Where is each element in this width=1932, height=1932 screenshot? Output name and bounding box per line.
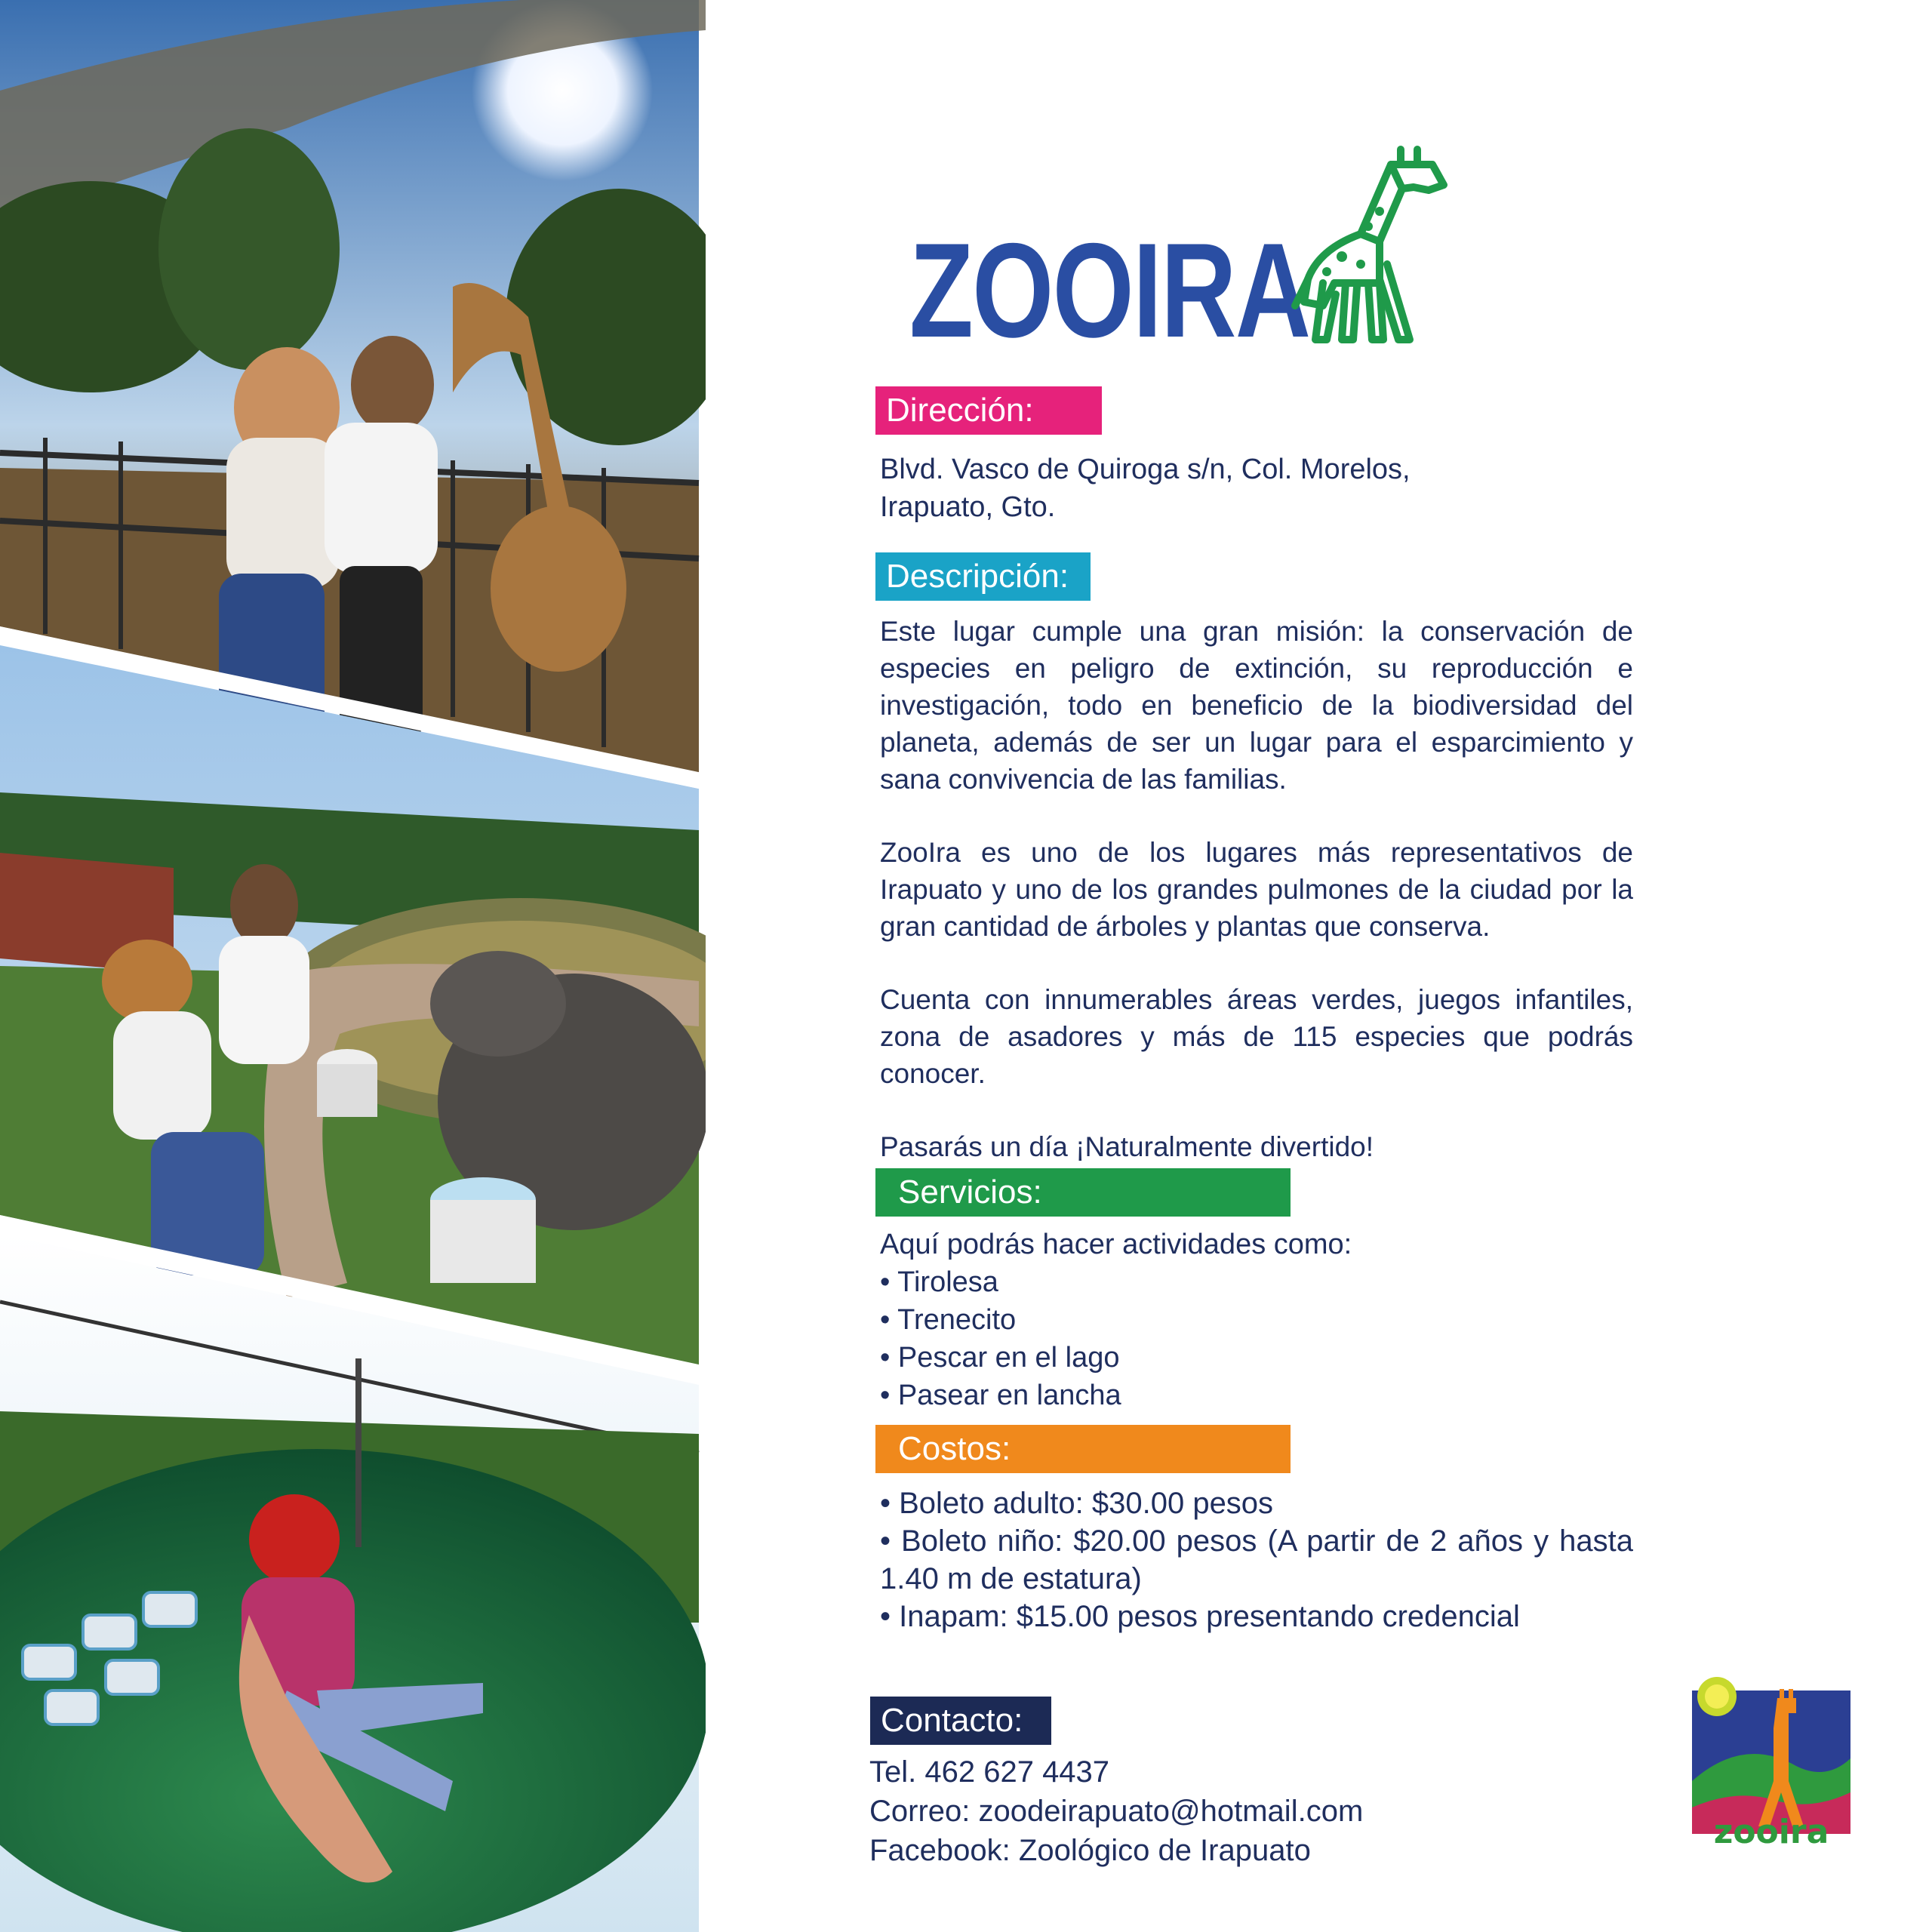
description-paragraph: Este lugar cumple una gran misión: la conservación de especies en peligro de extinción, su reproducción e investigación, todo en beneficio de la biodiversidad del planeta, además de ser un lugar para el esparcimiento y sana convivencia de las familias. bbox=[880, 616, 1633, 795]
address-line: Irapuato, Gto. bbox=[880, 491, 1056, 523]
contact-email: Correo: zoodeirapuato@hotmail.com bbox=[869, 1795, 1364, 1828]
giraffe-icon bbox=[1289, 143, 1455, 347]
list-item: • Inapam: $15.00 pesos presentando credencial bbox=[880, 1600, 1520, 1633]
address-line: Blvd. Vasco de Quiroga s/n, Col. Morelos, bbox=[880, 454, 1411, 485]
section-label-direccion: Dirección: bbox=[875, 386, 1102, 435]
section-label-costos: Costos: bbox=[875, 1425, 1291, 1473]
description-block bbox=[880, 613, 1633, 1165]
section-label-contacto: Contacto: bbox=[870, 1697, 1051, 1745]
title-row bbox=[909, 215, 1589, 365]
section-label-servicios: Servicios: bbox=[875, 1168, 1291, 1217]
contact-block bbox=[869, 1752, 1549, 1870]
photo-column bbox=[0, 0, 706, 1932]
section-label-descripcion: Descripción: bbox=[875, 552, 1091, 601]
list-item: • Boleto adulto: $30.00 pesos bbox=[880, 1487, 1274, 1520]
logo-text: zooira bbox=[1713, 1813, 1829, 1849]
services-intro: Aquí podrás hacer actividades como: bbox=[880, 1229, 1352, 1260]
list-item: • Tirolesa bbox=[880, 1266, 998, 1298]
contact-phone: Tel. 462 627 4437 bbox=[869, 1755, 1110, 1789]
contact-facebook: Facebook: Zoológico de Irapuato bbox=[869, 1834, 1311, 1867]
list-item: • Boleto niño: $20.00 pesos (A partir de 2 años y hasta 1.40 m de estatura) bbox=[880, 1524, 1633, 1595]
costs-list bbox=[880, 1484, 1633, 1635]
page-title: ZOOIRA bbox=[909, 215, 1310, 365]
description-paragraph: ZooIra es uno de los lugares más representativos de Irapuato y uno de los grandes pulmones de la ciudad por la gran cantidad de árboles y plantas que conserva. bbox=[880, 837, 1633, 942]
list-item: • Pasear en lancha bbox=[880, 1380, 1121, 1411]
description-paragraph: Cuenta con innumerables áreas verdes, juegos infantiles, zona de asadores y más de 115 especies que podrás conocer. bbox=[880, 984, 1633, 1089]
zooira-logo bbox=[1683, 1668, 1857, 1849]
photo-collage bbox=[0, 0, 706, 1932]
list-item: • Trenecito bbox=[880, 1304, 1017, 1336]
address bbox=[880, 451, 1559, 526]
list-item: • Pescar en el lago bbox=[880, 1342, 1120, 1374]
services-list bbox=[880, 1226, 1633, 1414]
description-tagline: Pasarás un día ¡Naturalmente divertido! bbox=[880, 1131, 1374, 1162]
